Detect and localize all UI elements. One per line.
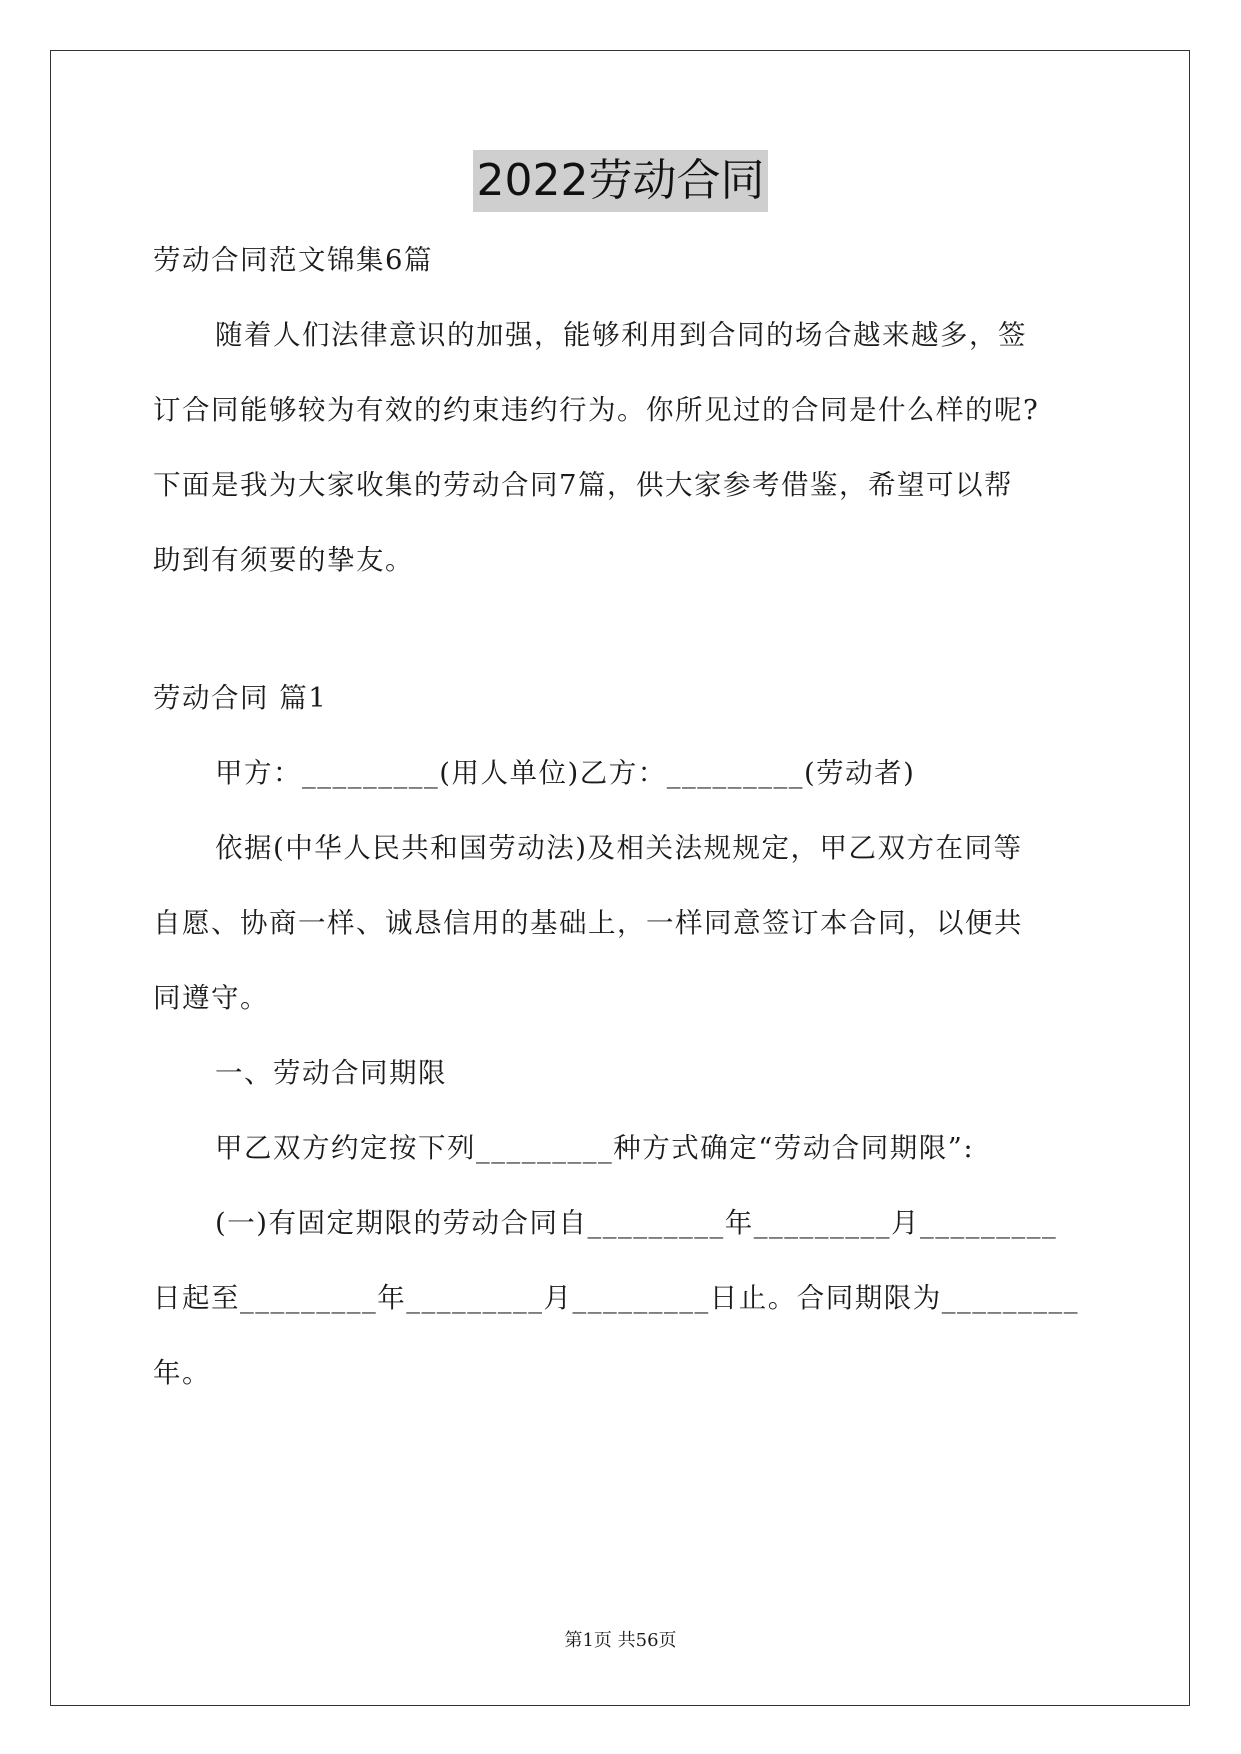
subtitle-line: 劳动合同范文锦集6篇 <box>153 244 433 276</box>
paragraph-line: (一)有固定期限的劳动合同自_________年_________月_________ <box>215 1207 1058 1239</box>
paragraph-line: 同遵守。 <box>153 982 269 1014</box>
party-line: 甲方：_________(用人单位)乙方：_________(劳动者) <box>215 757 916 789</box>
paragraph-line: 年。 <box>153 1357 211 1389</box>
paragraph-line: 随着人们法律意识的加强，能够利用到合同的场合越来越多，签 <box>215 319 1027 351</box>
section-heading: 劳动合同 篇1 <box>153 682 328 714</box>
paragraph-line: 下面是我为大家收集的劳动合同7篇，供大家参考借鉴，希望可以帮 <box>153 469 1013 501</box>
paragraph-line: 自愿、协商一样、诚恳信用的基础上，一样同意签订本合同，以便共 <box>153 907 1023 939</box>
paragraph-line: 订合同能够较为有效的约束违约行为。你所见过的合同是什么样的呢? <box>153 394 1040 426</box>
paragraph-line: 甲乙双方约定按下列_________种方式确定“劳动合同期限”: <box>215 1132 975 1164</box>
paragraph-line: 依据(中华人民共和国劳动法)及相关法规规定，甲乙双方在同等 <box>215 832 1023 864</box>
paragraph-line: 助到有须要的挚友。 <box>153 544 414 576</box>
document-title-container <box>0 150 1241 212</box>
document-title: 2022劳动合同 <box>473 150 769 212</box>
clause-heading: 一、劳动合同期限 <box>215 1057 447 1089</box>
paragraph-line: 日起至_________年_________月_________日止。合同期限为_________ <box>153 1282 1079 1314</box>
page-footer: 第1页 共56页 <box>564 1630 677 1651</box>
page-border <box>50 50 1190 1706</box>
